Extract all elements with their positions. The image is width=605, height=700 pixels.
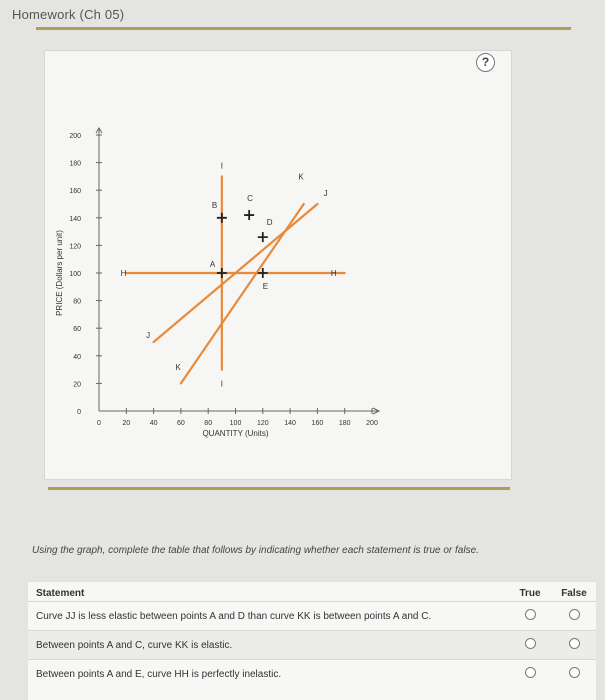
x-tick-label: 40 xyxy=(149,420,158,427)
statement-text: Between points A and E, curve HH is perfectly inelastic. xyxy=(28,660,508,689)
y-tick-label: 100 xyxy=(69,271,81,278)
x-tick-label: 200 xyxy=(366,420,378,427)
curve-label: I xyxy=(220,379,223,389)
y-tick-label: 20 xyxy=(73,381,81,389)
point-label: E xyxy=(262,282,269,291)
false-radio[interactable] xyxy=(569,609,580,620)
x-tick-label: 120 xyxy=(256,420,269,427)
true-radio[interactable] xyxy=(525,609,536,620)
y-tick-label: 60 xyxy=(73,326,81,334)
x-tick-label: 160 xyxy=(311,420,324,427)
table-row xyxy=(28,631,596,660)
point-marker xyxy=(217,213,227,223)
header-statement: Statement xyxy=(36,588,85,599)
x-tick-label: 80 xyxy=(204,420,213,427)
y-tick-label: 140 xyxy=(69,215,81,223)
false-radio[interactable] xyxy=(569,638,580,649)
point-marker xyxy=(258,232,268,242)
divider-middle xyxy=(48,487,510,490)
point-label: C xyxy=(247,194,253,204)
statement-text: Curve JJ is less elastic between points A and D than curve KK is between points A and C. xyxy=(28,602,508,631)
table-row xyxy=(28,602,596,631)
curve-label: K xyxy=(175,362,181,372)
point-label: A xyxy=(209,260,216,269)
divider-top xyxy=(36,27,571,30)
curve-label: K xyxy=(298,172,304,182)
graph-panel xyxy=(44,50,512,480)
statement-text: Between points A and C, curve KK is elastic. xyxy=(28,631,508,660)
x-axis-title: QUANTITY (Units) xyxy=(202,429,269,438)
false-radio[interactable] xyxy=(569,667,580,678)
y-tick-label: 80 xyxy=(73,298,81,306)
supply-demand-chart[interactable] xyxy=(45,51,511,479)
true-radio[interactable] xyxy=(525,667,536,678)
y-tick-label: 200 xyxy=(69,133,81,140)
x-tick-label: 60 xyxy=(177,420,185,427)
table-row xyxy=(28,660,596,689)
help-button[interactable]: ? xyxy=(476,53,495,72)
point-label: B xyxy=(211,200,218,210)
header-false: False xyxy=(561,588,587,599)
y-tick-label: 120 xyxy=(69,243,81,251)
statements-table xyxy=(28,582,596,700)
header-true: True xyxy=(519,588,541,599)
curve-label: J xyxy=(146,331,151,341)
y-tick-label: 160 xyxy=(69,188,81,196)
true-radio[interactable] xyxy=(525,638,536,649)
curve-label: I xyxy=(220,161,223,171)
x-tick-label: 20 xyxy=(122,420,131,427)
curve-label: H xyxy=(330,269,337,278)
point-marker xyxy=(244,210,254,220)
y-tick-label: 180 xyxy=(69,160,81,168)
x-tick-label: 100 xyxy=(229,420,242,427)
y-axis-title: PRICE (Dollars per unit) xyxy=(55,230,64,316)
instructions-text: Using the graph, complete the table that follows by indicating whether each statement is true or false. xyxy=(32,545,479,556)
point-marker xyxy=(217,268,227,278)
curve-k xyxy=(181,204,304,383)
point-label: D xyxy=(266,218,273,228)
x-tick-label: 140 xyxy=(284,420,296,427)
x-tick-label: 180 xyxy=(338,420,351,427)
y-tick-label: 0 xyxy=(77,409,81,416)
x-tick-label: 0 xyxy=(97,420,101,427)
curve-label: J xyxy=(323,188,328,198)
y-tick-label: 40 xyxy=(73,353,81,361)
curve-label: H xyxy=(120,269,127,278)
page-title: Homework (Ch 05) xyxy=(12,7,125,22)
